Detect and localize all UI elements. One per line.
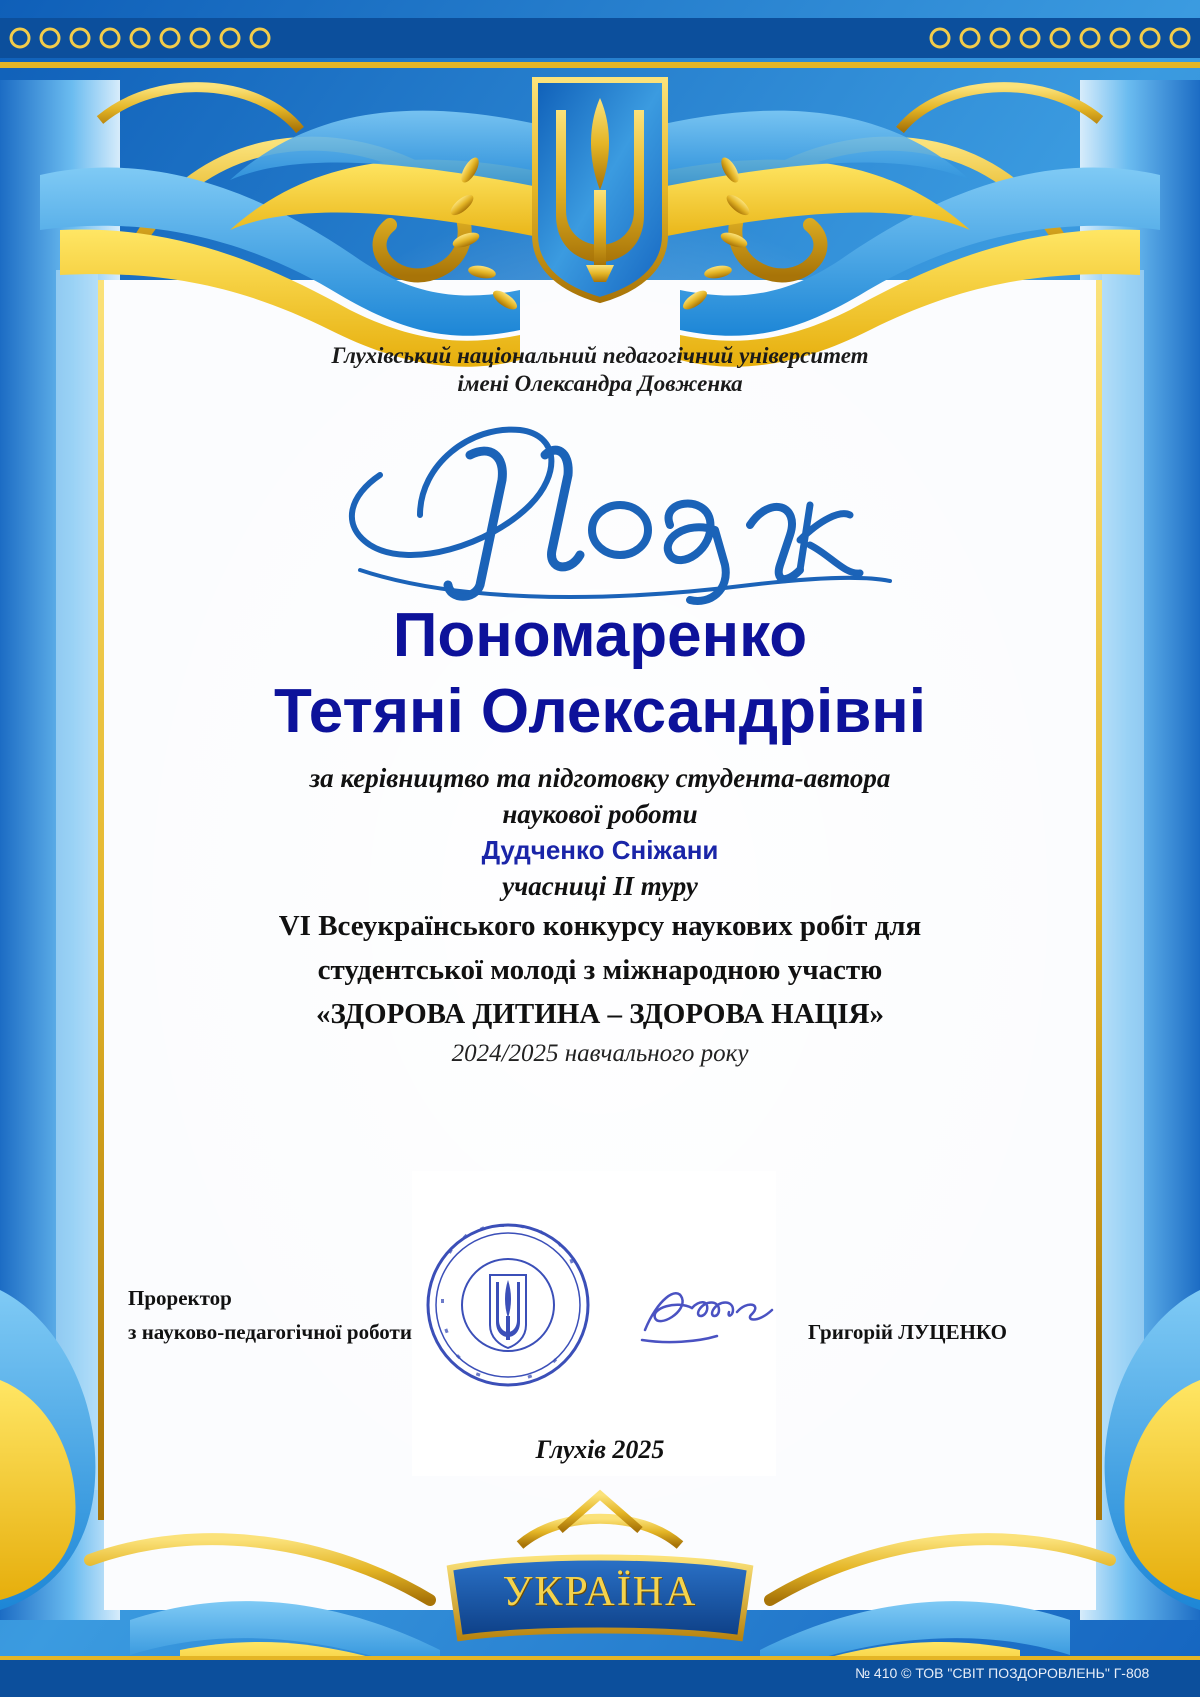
reason-line2: наукової роботи <box>502 799 698 829</box>
handwritten-signature <box>637 1270 782 1350</box>
participation-line: учасниці ІІ туру <box>502 871 698 901</box>
contest-line1: VI Всеукраїнського конкурсу наукових робіт для <box>278 910 922 942</box>
official-stamp <box>418 1180 598 1430</box>
recipient-name <box>150 598 1050 750</box>
contest-line2: студентської молоді з міжнародною участю <box>317 954 883 986</box>
academic-year: 2024/2025 навчального року <box>451 1040 749 1067</box>
recipient-given-names: Тетяні Олександрівні <box>274 677 926 746</box>
contest-line3: «ЗДОРОВА ДИТИНА – ЗДОРОВА НАЦІЯ» <box>316 998 884 1030</box>
recipient-surname: Пономаренко <box>392 601 808 670</box>
certificate-body <box>150 760 1050 1072</box>
university-name <box>200 342 1000 398</box>
student-name: Дудченко Сніжани <box>481 835 719 865</box>
stamp-trident-icon <box>490 1275 526 1348</box>
university-name-line1: Глухівський національний педагогічний університет <box>331 343 869 368</box>
university-name-line2: імені Олександра Довженка <box>457 371 743 396</box>
signatory-name: Григорій ЛУЦЕНКО <box>808 1320 1007 1344</box>
city-year: Глухів 2025 <box>535 1435 665 1464</box>
signatory-position-line2: з науково-педагогічної роботи <box>128 1320 412 1344</box>
publisher-imprint: № 410 © ТОВ "СВІТ ПОЗДОРОВЛЕНЬ" Г-808 <box>855 1665 1150 1681</box>
signatory-position-line1: Проректор <box>128 1286 232 1310</box>
certificate-title-lettering <box>330 395 900 610</box>
trident-emblem-icon <box>535 80 665 300</box>
signatory-position <box>128 1281 412 1349</box>
reason-line1: за керівництво та підготовку студента-автора <box>309 763 891 793</box>
country-label: УКРАЇНА <box>502 1569 698 1615</box>
